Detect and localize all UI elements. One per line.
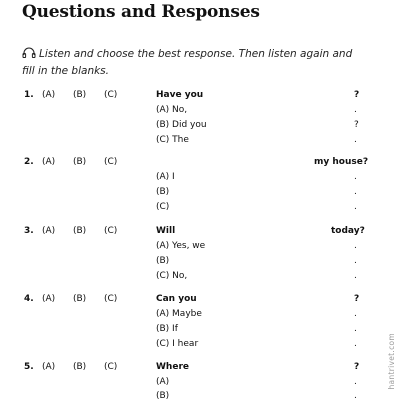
- watermark: hantrivet.com: [387, 333, 396, 390]
- choice-c[interactable]: (C): [104, 362, 118, 372]
- response-c-end: .: [354, 202, 357, 212]
- question-stem-end: ?: [354, 90, 360, 100]
- question-stem-end: my house?: [314, 157, 369, 167]
- choice-a[interactable]: (A): [42, 157, 56, 167]
- question-stem-end: ?: [354, 362, 360, 372]
- response-a-end: .: [354, 377, 357, 387]
- question-stem-end: ?: [354, 294, 360, 304]
- response-a: (A) No,: [156, 105, 188, 115]
- response-b-end: .: [354, 256, 357, 266]
- instructions-text: Listen and choose the best response. Then listen again and fill in the blanks.: [22, 48, 353, 77]
- response-a: (A) I: [156, 172, 175, 182]
- choice-b[interactable]: (B): [73, 226, 87, 236]
- response-b: (B) If: [156, 324, 178, 334]
- response-a-end: .: [354, 105, 357, 115]
- response-a-end: .: [354, 309, 357, 319]
- question-number: 3.: [24, 226, 34, 236]
- response-b: (B): [156, 256, 170, 266]
- response-c-end: .: [354, 271, 357, 281]
- response-b-end: .: [354, 187, 357, 197]
- response-b-end: ?: [354, 120, 359, 130]
- response-b-end: .: [354, 324, 357, 334]
- choice-c[interactable]: (C): [104, 157, 118, 167]
- choice-b[interactable]: (B): [73, 157, 87, 167]
- response-c: (C) The: [156, 135, 189, 145]
- choice-c[interactable]: (C): [104, 294, 118, 304]
- response-a: (A) Yes, we: [156, 241, 206, 251]
- response-c: (C): [156, 202, 170, 212]
- choice-b[interactable]: (B): [73, 90, 87, 100]
- choice-a[interactable]: (A): [42, 90, 56, 100]
- question-stem: Where: [156, 362, 189, 372]
- question-stem-end: today?: [331, 226, 365, 236]
- question-stem: Can you: [156, 294, 197, 304]
- response-b: (B): [156, 391, 170, 401]
- choice-b[interactable]: (B): [73, 294, 87, 304]
- response-a-end: .: [354, 241, 357, 251]
- question-stem: Have you: [156, 90, 204, 100]
- response-a: (A) Maybe: [156, 309, 202, 319]
- response-a-end: .: [354, 172, 357, 182]
- instructions: [22, 46, 367, 80]
- question-stem: Will: [156, 226, 176, 236]
- choice-a[interactable]: (A): [42, 362, 56, 372]
- response-a: (A): [156, 377, 170, 387]
- headphones-icon: [22, 47, 36, 58]
- page-title: Questions and Responses: [22, 2, 260, 22]
- response-c-end: .: [354, 339, 357, 349]
- response-b: (B) Did you: [156, 120, 207, 130]
- response-b: (B): [156, 187, 170, 197]
- choice-a[interactable]: (A): [42, 294, 56, 304]
- choice-b[interactable]: (B): [73, 362, 87, 372]
- question-number: 5.: [24, 362, 34, 372]
- response-c-end: .: [354, 135, 357, 145]
- question-number: 4.: [24, 294, 34, 304]
- choice-c[interactable]: (C): [104, 226, 118, 236]
- response-c: (C) I hear: [156, 339, 199, 349]
- choice-a[interactable]: (A): [42, 226, 56, 236]
- question-number: 1.: [24, 90, 34, 100]
- response-c: (C) No,: [156, 271, 188, 281]
- choice-c[interactable]: (C): [104, 90, 118, 100]
- response-b-end: .: [354, 391, 357, 401]
- question-number: 2.: [24, 157, 34, 167]
